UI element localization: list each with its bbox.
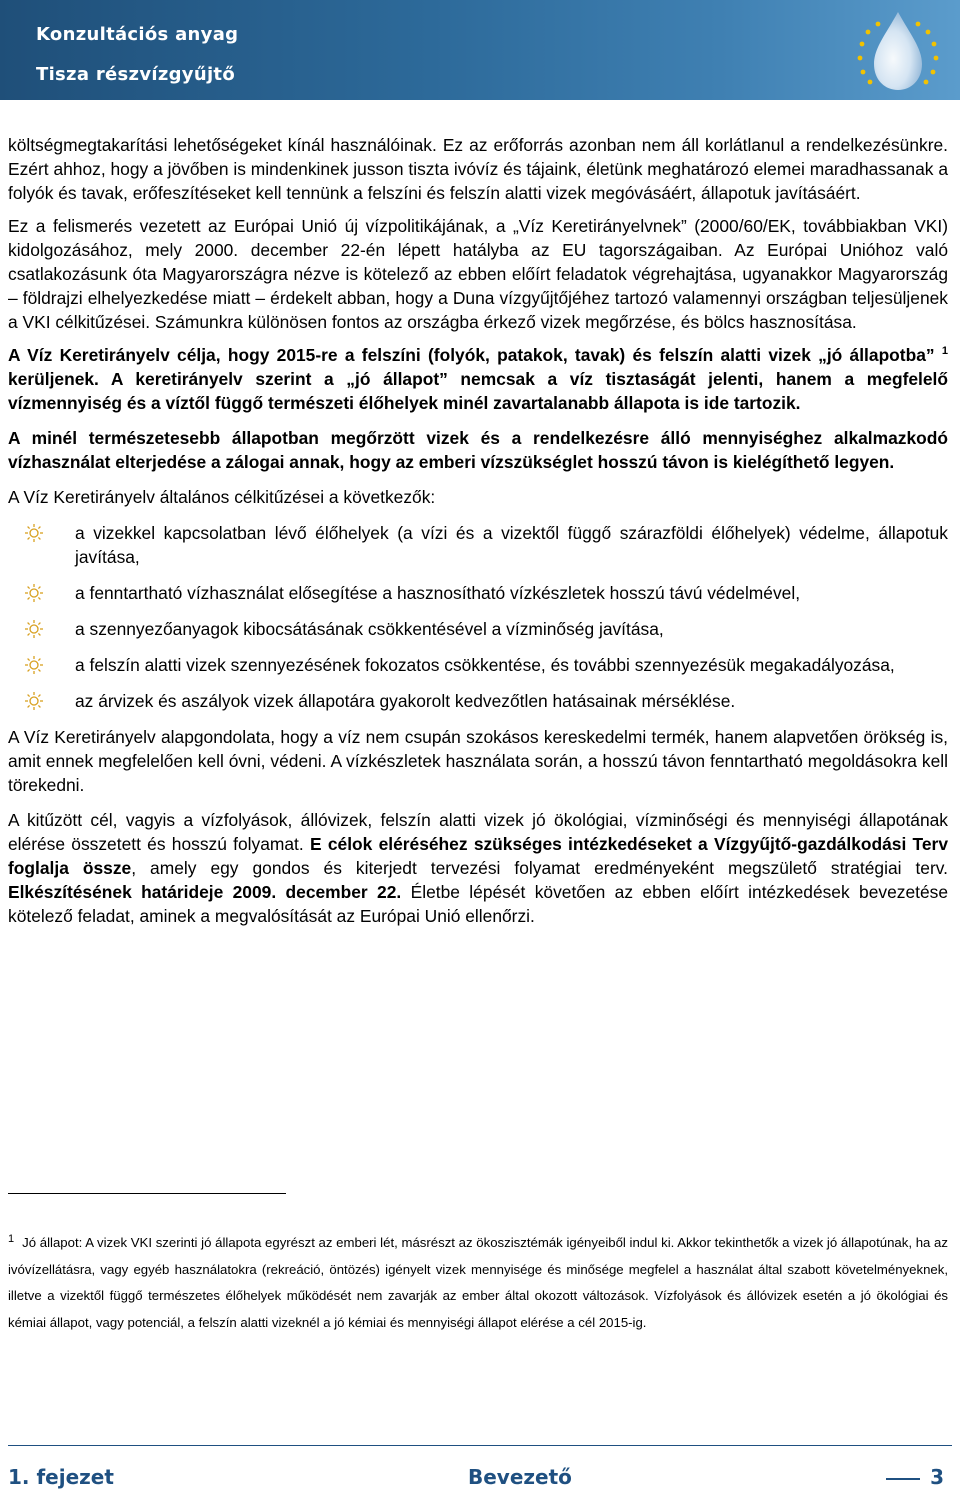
list-item [8, 689, 948, 713]
footnote-number: 1 [8, 1232, 15, 1245]
sun-bullet-icon [24, 619, 44, 639]
header-subtitle: Tisza részvízgyűjtő [36, 64, 235, 85]
footnote-separator [8, 1193, 286, 1194]
paragraph-1: költségmegtakarítási lehetőségeket kínál használóinak. Ez az erőforrás azonban nem áll korlátlanul a rendelkezésünkre. Ezért ahhoz, hogy a jövőben is mindenkinek jusson tiszta ivóvíz és tájaink, életünk meghatározó elemei maradhassanak a folyók és tavak, erőfeszítéseket kell tennünk a felszíni és felszín alatti vizek megóvásáért, állapotuk javításáért. [8, 135, 948, 203]
footer-dash [886, 1478, 920, 1480]
footnote-text: Jó állapot: A vizek VKI szerinti jó állapota egyrészt az emberi lét, másrészt az ökoszisztémák igényeiből indul ki. Akkor tekinthetők a vizek jó állapotúnak, ha az ivóvízellátásra, vagy egyéb használatokra (rekreáció, öntözés) igényelt vizek mennyisége és minősége megfelel a használat által szabott követelményeknek, illetve a vizektől függő természetes élőhelyek működését nem zavarják az ember által okozott változások. Vízfolyások és állóvizek esetén a jó ökológiai és kémiai állapot, vagy potenciál, a felszín alatti vizeknél a jó kémiai és mennyiségi állapot elérése a cél 2015-ig. [8, 1235, 948, 1331]
main-content [8, 133, 948, 928]
paragraph-6: A Víz Keretirányelv alapgondolata, hogy a víz nem csupán szokásos kereskedelmi termék, hanem alapvetően örökség is, amit ennek megfelelően kell óvni, védeni. A vízkészletek használata során, a hosszú távon fenntartható megoldásokra kell törekedni. [8, 727, 948, 795]
footer-chapter: 1. fejezet [8, 1465, 114, 1489]
list-item-text: a szennyezőanyagok kibocsátásának csökkentésével a vízminőség javítása, [75, 619, 664, 639]
list-item [8, 617, 948, 641]
footnote-reference: 1 [941, 345, 948, 358]
list-item-text: a vizekkel kapcsolatban lévő élőhelyek (a vízi és a vizektől függő szárazföldi élőhelyek) védelme, állapotuk javítása, [75, 523, 948, 567]
objectives-list [8, 521, 948, 713]
paragraph-4: A minél természetesebb állapotban megőrzött vizek és a rendelkezésre álló mennyiséghez alkalmazkodó vízhasználat elterjedése a zálogai annak, hogy az emberi vízszükséglet hosszú távon is kielégíthető legyen. [8, 428, 948, 472]
page-header [0, 0, 960, 100]
paragraph-3-part-b: kerüljenek. A keretirányelv szerint a „jó állapot” nemcsak a víz tisztaságát jelenti, hanem a megfelelő vízmennyiség és a víztől függő természeti élőhelyek minél zavartalanabb állapota is ide tartozik. [8, 369, 948, 413]
sun-bullet-icon [24, 691, 44, 711]
paragraph-3 [8, 343, 948, 415]
paragraph-7-emphasis-1: E célok eléréséhez szükséges intézkedéseket a Vízgyűjtő-gazdálkodási Terv foglalja össze [8, 834, 948, 878]
paragraph-3-part-a: A Víz Keretirányelv célja, hogy 2015-re a felszíni (folyók, patakok, tavak) és felszín alatti vizek „jó állapotba” [8, 345, 935, 365]
list-item-text: a felszín alatti vizek szennyezésének fokozatos csökkentése, és további szennyezésük megakadályozása, [75, 655, 895, 675]
list-item [8, 653, 948, 677]
list-item [8, 581, 948, 605]
page-number: 3 [930, 1465, 944, 1489]
paragraph-2: Ez a felismerés vezetett az Európai Unió új vízpolitikájának, a „Víz Keretirányelvnek” (2000/60/EK, továbbiakban VKI) kidolgozásához, mely 2000. december 22-én lépett hatályba az EU tagországaiban. Az Európai Unióhoz való csatlakozásunk óta Magyarországra nézve is kötelező az ebben előírt feladatok végrehajtása, ugyanakkor Magyarország – földrajzi elhelyezkedése miatt – érdekelt abban, hogy a Duna vízgyűjtőjéhez tartozó valamennyi országban teljesüljenek a VKI célkitűzései. Számunkra különösen fontos az országba érkező vizek megőrzése, és bölcs hasznosítása. [8, 216, 948, 332]
sun-bullet-icon [24, 583, 44, 603]
paragraph-7 [8, 808, 948, 928]
paragraph-7-part-e: Életbe lépését követően az ebben előírt intézkedések bevezetése kötelező feladat, aminek a megvalósítását az Európai Unió ellenőrzi. [8, 882, 948, 926]
sun-bullet-icon [24, 655, 44, 675]
paragraph-7-part-c: , amely egy gondos és kiterjedt tervezési folyamat eredményeként megszülető stratégiai terv. [131, 858, 949, 878]
sun-bullet-icon [24, 523, 44, 543]
footnote [8, 1230, 948, 1337]
list-item-text: az árvizek és aszályok vizek állapotára gyakorolt kedvezőtlen hatásainak mérséklése. [75, 691, 736, 711]
list-item [8, 521, 948, 569]
water-drop-logo-icon [848, 4, 948, 96]
paragraph-7-part-a: A kitűzött cél, vagyis a vízfolyások, állóvizek, felszín alatti vizek jó ökológiai, vízminőségi és mennyiségi állapotának elérése összetett és hosszú folyamat. [8, 810, 948, 854]
paragraph-5: A Víz Keretirányelv általános célkitűzései a következők: [8, 487, 436, 507]
footer-page [886, 1465, 944, 1489]
header-title: Konzultációs anyag [36, 24, 239, 45]
list-item-text: a fenntartható vízhasználat elősegítése a hasznosítható vízkészletek hosszú távú védelmével, [75, 583, 801, 603]
footer-divider [8, 1445, 952, 1446]
paragraph-7-deadline: Elkészítésének határideje 2009. december 22. [8, 882, 402, 902]
footer-section: Bevezető [468, 1465, 572, 1489]
